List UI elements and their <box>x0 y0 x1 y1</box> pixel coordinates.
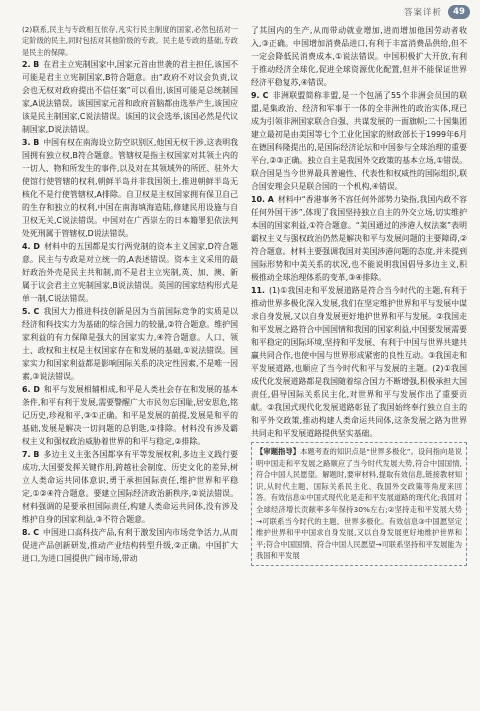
right-column <box>251 24 467 566</box>
answer-text: 在君主立宪制国家中,国家元首由世袭的君主担任,该国不可能是君主立宪制国家,B符合题意。由“政府不对议会负责,议会也无权对政府提出不信任案”可以看出,该国可能是总统制国家,A说法错误。该国国家元首和政府首脑都由选举产生,该国应该是民主制国家,C说法错误。该国的议会选举,该国必然是代议制国家,D说法错误。 <box>22 60 238 135</box>
continued-paragraph: 了其国内的生产,从而带动就业增加,进而增加他国劳动者收入,③正确。中国增加消费品进口,有利于丰富消费品供给,但不一定会降低民消费成本,①说法错误。中国积极扩大开放,有利于推动经济全球化,促进全球资源优化配置,但并不能保证世界经济平稳复苏,④错误。 <box>251 26 467 87</box>
answer-number: 8. C <box>22 528 40 538</box>
guide-text: 本题考查的知识点是“世界多极化”。设问指向是说明中国走和平发展之路顺应了当今时代发展大势,符合中国国情,符合中国人民愿望。解题时,要审材料,提取有效信息,链接教材知识,从时代主题、国际关系民主化、我国外交政策等角度来回答。有效信息①中国式现代化是走和平发展道路的现代化;我国对全球经济增长贡献率多年保持30%左右;②坚持走和平发展大势→可联系当今时代的主题、世界多极化。有效信息③中国愿坚定维护世界和平中国求自身发展,又以自身发展更好地维护世界和平;符合中国国情、符合中国人民愿望→可联系坚持和平发展能为我国和平发展 <box>256 447 463 561</box>
answer-item <box>22 448 238 526</box>
answer-number: 11. <box>251 286 265 295</box>
right-answer-list <box>251 89 467 440</box>
answer-number: 3. B <box>22 138 40 148</box>
intro-paragraph: (2)联系,民主与专政相互依存,凡实行民主制度的国家,必然包括对一定阶级的民主,同时包括对其他阶级的专政。民主是专政的基础,专政是民主的保障。 <box>22 25 238 57</box>
answer-item <box>22 240 238 305</box>
answer-text: 多边主义主张各国都享有平等发展权利,多边主义践行要成功,大国要发挥关键作用,跨越社会制度、历史文化的差异,树立人类命运共同体意识,勇于承担国际责任,维护世界和平稳定,①②④符合题意。要建立国际经济政治新秩序,②说法错误。材料强调的是要承担国际责任,构建人类命运共同体,没有涉及维护自身的国家利益,③不符合题意。 <box>22 450 239 525</box>
answer-number: 5. C <box>22 307 40 317</box>
answer-item <box>251 89 467 193</box>
answer-number: 9. C <box>251 91 269 100</box>
answer-item <box>251 284 467 440</box>
answer-item <box>22 58 238 136</box>
answer-text: 材料中“香港事务不容任何外部势力染指,我国内政不容任何外国干涉”,体现了我国坚持独立自主的外交立场,切实维护本国的国家利益,①符合题意。“美国通过的涉港人权法案”表明霸权主义与强权政治仍然是解决和平与发展问题的主要障碍,②符合题意。材料主要强调我国对美国涉港问题的态度,并未提到国际形势和中美关系的状况,也不能说明我国倡导多边主义,积极推动全球治理体系的变革,③④排除。 <box>251 195 467 282</box>
answer-item <box>22 383 238 448</box>
answer-item <box>22 136 238 240</box>
answer-text: (1)①我国走和平发展道路是符合当今时代的主题,有利于推动世界多极化深入发展,我们在坚定维护世界和平与发展中谋求自身发展,又以自身发展更好地护世界和平与发展。②我国走和平发展之路符合中国国情和我国的国家利益,中国要发展需要和平稳定的国际环境,坚持和平发展、有利于中国与世界共建共赢共同合作,也使中国与世界形成紧密的良性互动。③我国走和平发展道路,也顺应了当今时代和平与发展的主题。(2)①我国成代化发展道路都是我国随着综合国力不断增强,积极承担大国责任,倡导国际关系民主化,对世界和平与发展作出了重要贡献。②我国式现代化发展道路彰显了我国始终奉行独立自主的和平外交政策,推动构建人类命运共同体,这条发展之路为世界共同走和平发展道路提供坚实基础。 <box>251 286 467 438</box>
answer-number: 10. A <box>251 195 274 204</box>
answer-text: 中国有权在南海设立防空识别区,他国无权干涉,这表明我国拥有独立权,B符合题意。管辖权是指主权国家对其领土内的一切人、物和所发生的事件,以及对在其领域外的所匠、驻外大使馆行使管辖的权利,朝鲜半岛并非我国领土,推进朝鲜半岛无核化不是行使管辖权,A排除。自卫权是主权国家拥有保卫自己的生存和独立的权利,中国在南海填海造陆,修建民用设施与自卫权无关,C说法错误。中国对在广西崇左的日本籍罪犯依法判处死刑属于管辖权,D说法错误。 <box>22 138 238 239</box>
answer-item <box>22 305 238 383</box>
page-header <box>404 2 470 22</box>
answer-item <box>22 526 238 565</box>
page-number-badge: 49 <box>448 5 470 19</box>
answer-number: 6. D <box>22 385 40 395</box>
answer-number: 4. D <box>22 242 40 252</box>
answer-text: 非洲联盟简称非盟,是一个包涵了55个非洲会员国的联盟,是集政治、经济和军事于一体的全非洲性的政治实体,现已成为引领非洲国家联合自强、共谋发展的一面旗帜;二十国集团建立最初是由美国等七个工业化国家的财政部长于1999年6月在德国科隆提出的,是国际经济论坛和中国参与全球治理的重要平台,②③正确。独立自主是我国外交政策的基本立场,①错误。联合国是当今世界最具普遍性、代表性和权威性的国际组织,联合国安理会只是联合国的一个机构,④错误。 <box>251 91 467 191</box>
left-column <box>22 24 238 565</box>
answer-number: 2. B <box>22 60 40 70</box>
header-title: 答案详析 <box>403 8 442 18</box>
guide-label: 【审题指导】 <box>256 447 301 456</box>
answer-number: 7. B <box>22 450 40 460</box>
answer-text: 我国大力推进科技创新是因为当前国际竞争的实质是以经济和科技实力为基础的综合国力的较量,②符合题意。维护国家利益的有力保障是强大的国家实力,④符合题意。人口、领土、政权和主权是主权国家存在和发展的基础,①说法错误。国家实力和国家利益都是影响国际关系的决定性因素,不是唯一因素,③说法错误。 <box>22 307 238 382</box>
left-answer-list <box>22 58 238 565</box>
answer-text: 材料中的五国都是实行两党制的资本主义国家,D符合题意。民主与专政是对立统一的,A表述错误。资本主义采用的最好政治外壳是民主共和制,而不是君主立宪制,英、加、澳、新属于议会君主立宪制国家,B说法错误。英国的国家结构形式是单一制,C说法错误。 <box>22 242 238 304</box>
answer-text: 和平与发展相辅相成,和平是人类社会存在和发展的基本条件,和平有利于发展,需要警醒广大市民勿忘国耻,居安思危,铭记历史,珍视和平,③①正确。和平是发展的前提,发展是和平的基础,发展是解决一切问题的总钥匙,①排除。材料没有涉及霸权主义和强权政治威胁着世界的和平与稳定,②排除。 <box>22 385 238 447</box>
answer-item <box>251 193 467 284</box>
guide-box <box>251 442 467 566</box>
answer-text: 中国进口高科技产品,有利于激发国内市场竞争活力,从而促进产品创新研发,推动产业结构转型升级,②正确。中国扩大进口,为进口国提供广阔市场,带动 <box>22 528 238 564</box>
